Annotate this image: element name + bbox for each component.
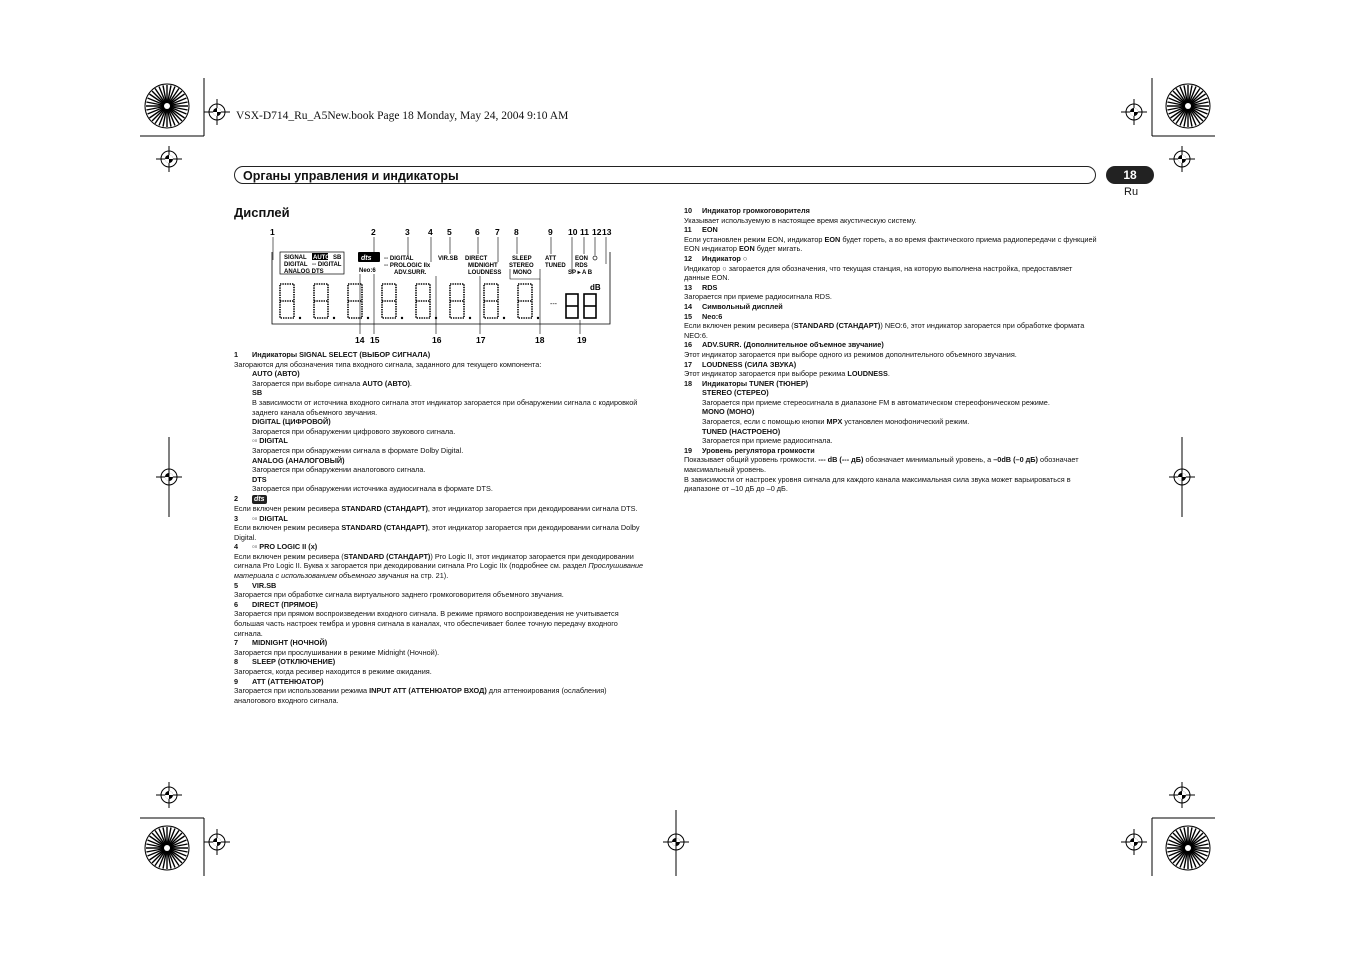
- body-text: обозначает минимальный уровень, а: [863, 455, 994, 465]
- item-title-text: VIR.SB: [252, 580, 277, 590]
- tuned-label: TUNED: [545, 263, 566, 269]
- item-title: [684, 254, 1098, 264]
- midnight-label: MIDNIGHT: [468, 263, 498, 269]
- character-cell: [416, 284, 430, 318]
- item-title-text: LOUDNESS (СИЛА ЗВУКА): [702, 359, 797, 369]
- item-number: 10: [684, 206, 693, 215]
- dolby-icon: ▫▫: [252, 542, 260, 552]
- body-text: Загорается при обнаружении источника аудиосигнала в формате DTS.: [252, 484, 493, 494]
- body-text: Если включен режим ресивера (: [234, 551, 344, 561]
- item-number: 6: [234, 599, 239, 609]
- body-text: .: [409, 378, 412, 388]
- body-text: Показывает общий уровень громкости.: [684, 455, 819, 465]
- body-text: Загорается при приеме стереосигнала в диапазоне FM в автоматическом стереофоническом режиме.: [702, 397, 1050, 407]
- item-body: [234, 667, 646, 677]
- item-body: [234, 590, 646, 600]
- item-title-text: Индикатор громкоговорителя: [702, 206, 810, 215]
- item-title: [234, 542, 646, 552]
- item-number: 12: [684, 253, 693, 263]
- dd-digital2-label: ▫▫ DIGITAL: [384, 256, 414, 262]
- body-text: В зависимости от источника входного сигнала этот индикатор загорается при обнаружении сигнала с кодировкой заднего канала объемного звучания.: [252, 397, 638, 417]
- body-bold: STANDARD (СТАНДАРТ): [343, 551, 431, 561]
- callout-bottom: 18: [535, 335, 545, 345]
- signal-label: SIGNAL: [284, 255, 307, 261]
- body-text: Загорается, если с помощью кнопки: [702, 417, 827, 427]
- item-number: 2: [234, 493, 239, 503]
- body-text: Если включен режим ресивера: [234, 523, 342, 533]
- subitem-body: [234, 446, 646, 456]
- subitem-title-text: STEREO (СТЕРЕО): [702, 388, 769, 398]
- auto-label: AUTO: [313, 255, 330, 261]
- item-title-text: Neo:6: [702, 311, 723, 321]
- item-body: [234, 686, 646, 705]
- att-label: ATT: [545, 256, 557, 262]
- item-body: [234, 504, 646, 514]
- callout-top: 13: [602, 227, 612, 237]
- body-text: , этот индикатор загорается при декодировании сигнала Dolby Digital.: [234, 523, 640, 542]
- body-text: Загорается при прямом воспроизведении входного сигнала. В режиме прямого воспроизведения не учитывается большая часть настроек тембра и уровня сигнала в каналах, что обеспечивает более точную передачу входного сигнала.: [234, 609, 619, 638]
- item-title: [234, 600, 646, 610]
- item-title: [684, 225, 1098, 235]
- vir-sb-label: VIR.SB: [438, 256, 459, 262]
- item-number: 7: [234, 638, 239, 648]
- body-text: будет мигать.: [754, 244, 803, 254]
- item-number: 8: [234, 657, 239, 667]
- body-text: Этот индикатор загорается при выборе режима: [684, 369, 848, 379]
- subitem-title: [234, 417, 646, 427]
- character-cell: [314, 284, 328, 318]
- character-cell: [518, 284, 532, 318]
- item-number: 17: [684, 359, 693, 369]
- analog-dts-label: ANALOG DTS: [284, 269, 324, 275]
- sb-label: SB: [333, 255, 342, 261]
- character-cell: [382, 284, 396, 318]
- subitem-title: [234, 456, 646, 466]
- item-body: [684, 264, 1098, 283]
- body-text: , этот индикатор загорается при декодировании сигнала DTS.: [427, 503, 638, 513]
- db-label: dB: [590, 283, 601, 292]
- item-number: 4: [234, 542, 239, 552]
- item-body: [684, 369, 1098, 379]
- page-heading: Дисплей: [234, 205, 290, 220]
- dts-logo: dts: [361, 255, 372, 262]
- item-title-text: Символьный дисплей: [702, 301, 783, 311]
- mono-label: MONO: [513, 270, 532, 276]
- body-text: на стр. 21).: [408, 571, 449, 581]
- callout-top: 9: [548, 227, 553, 237]
- body-text: В зависимости от настроек уровня сигнала для каждого канала максимальная сила звука может варьироваться в диапазоне от –10 дБ до –0 дБ.: [684, 474, 1071, 494]
- callout-top: 8: [514, 227, 519, 237]
- subitem-title-text: DTS: [252, 474, 267, 484]
- item-title-text: ATT (АТТЕНЮАТОР): [252, 676, 324, 686]
- callout-top: 10: [568, 227, 578, 237]
- item-body: [684, 292, 1098, 302]
- body-text: Загорается при выборе сигнала: [252, 378, 363, 388]
- item-title: [684, 360, 1098, 370]
- item-title: [684, 379, 1098, 389]
- loudness-label: LOUDNESS: [468, 270, 502, 276]
- item-body: [684, 321, 1098, 340]
- item-number: 15: [684, 311, 693, 321]
- item-number: 3: [234, 513, 239, 523]
- callout-top: 1: [270, 227, 275, 237]
- eon-circle-icon: [593, 256, 597, 260]
- callout-bottom: 16: [432, 335, 442, 345]
- callout-top: 12: [592, 227, 602, 237]
- item-title: [234, 494, 646, 504]
- dolby-icon: ▫▫: [252, 436, 260, 446]
- subitem-title: [684, 427, 1098, 437]
- body-text: Загорается, когда ресивер находится в режиме ожидания.: [234, 667, 432, 676]
- body-bold: STANDARD (СТАНДАРТ): [341, 503, 428, 513]
- page-number: 18: [1106, 166, 1154, 184]
- body-bold: INPUT ATT (АТТЕНЮАТОР ВХОД): [369, 686, 487, 696]
- subitem-title-text: SB: [252, 388, 263, 398]
- item-title-text: DIRECT (ПРЯМОЕ): [252, 599, 318, 609]
- dts-logo: dts: [254, 495, 265, 503]
- callout-bottom: 19: [577, 335, 587, 345]
- item-title: [234, 657, 646, 667]
- body-text: Загорается при обнаружении сигнала в формате Dolby Digital.: [252, 445, 464, 455]
- item-title: [234, 514, 646, 524]
- subitem-title-text: ANALOG (АНАЛОГОВЫЙ): [252, 455, 345, 465]
- item-body: [684, 455, 1098, 474]
- item-number: 9: [234, 676, 239, 686]
- body-text: Загорается при обработке сигнала виртуального заднего громкоговорителя объемного звучания.: [234, 590, 564, 600]
- subitem-body: [234, 398, 646, 417]
- item-title-text: RDS: [702, 282, 718, 292]
- body-text: будет гореть, а во время фактического приема радиопередачи с функцией EON индикатор: [684, 234, 1097, 254]
- item-number: 18: [684, 378, 693, 388]
- body-text: Если включен режим ресивера: [234, 503, 342, 513]
- item-title-text: ADV.SURR. (Дополнительное объемное звучание): [702, 340, 884, 350]
- item-title-text: Индикаторы TUNER (ТЮНЕР): [702, 378, 809, 388]
- dolby-icon: ▫▫: [252, 513, 260, 523]
- item-body: [234, 648, 646, 658]
- item-title-text: MIDNIGHT (НОЧНОЙ): [252, 638, 328, 648]
- item-title: [234, 677, 646, 687]
- callout-bottom: 17: [476, 335, 486, 345]
- callout-top: 4: [428, 227, 433, 237]
- subitem-body: [684, 398, 1098, 408]
- body-bold: EON: [738, 244, 755, 254]
- sleep-label: SLEEP: [512, 256, 532, 262]
- subitem-body: [234, 379, 646, 389]
- callout-top: 2: [371, 227, 376, 237]
- subitem-title-text: DIGITAL (ЦИФРОВОЙ): [252, 417, 331, 427]
- body-bold: AUTO (АВТО): [362, 378, 410, 388]
- body-text: установлен монофонический режим.: [842, 417, 970, 427]
- item-body: [234, 360, 646, 370]
- display-diagram: [260, 224, 620, 348]
- page-language: Ru: [1124, 186, 1139, 198]
- item-number: 11: [684, 225, 692, 235]
- body-bold: --- dB (--- дБ): [818, 455, 864, 465]
- callout-top: 6: [475, 227, 480, 237]
- item-title: [684, 312, 1098, 322]
- subitem-title: [234, 388, 646, 398]
- item-body: [234, 523, 646, 542]
- body-text: Загораются для обозначения типа входного сигнала, заданного для текущего компонента:: [234, 359, 542, 369]
- body-bold: –0dB (–0 дБ): [993, 455, 1038, 465]
- item-title: [234, 350, 646, 360]
- item-title: [684, 206, 1098, 216]
- section-title: Органы управления и индикаторы: [234, 166, 1096, 184]
- item-body: [234, 609, 646, 638]
- stereo-label: STEREO: [509, 263, 534, 269]
- character-cell: [280, 284, 294, 318]
- item-body: [684, 216, 1098, 226]
- body-bold: STANDARD (СТАНДАРТ): [793, 321, 881, 331]
- item-title: [684, 446, 1098, 456]
- subitem-title-text: AUTO (АВТО): [252, 369, 300, 379]
- rds-label: RDS: [575, 263, 588, 269]
- body-bold: STANDARD (СТАНДАРТ): [341, 523, 428, 533]
- item-title: [234, 581, 646, 591]
- body-text: Индикатор ○ загорается для обозначения, что текущая станция, на которую выполнена настройка, предоставляет данные EON.: [684, 263, 1073, 283]
- item-title-text: PRO LOGIC II (x): [259, 542, 318, 552]
- sp-ab-label: SP ▸ A B: [568, 270, 593, 276]
- dd-prologic-label: ▫▫ PROLOGIC IIx: [384, 263, 431, 269]
- body-text: Загорается при обнаружении аналогового сигнала.: [252, 465, 426, 475]
- character-cell: [450, 284, 464, 318]
- body-text: Указывает используемую в настоящее время акустическую систему.: [684, 215, 917, 225]
- item-title: [234, 638, 646, 648]
- body-text: Загорается при обнаружении цифрового звукового сигнала.: [252, 426, 456, 436]
- item-body: [234, 552, 646, 581]
- item-body: [684, 475, 1098, 494]
- body-text: Загорается при приеме радиосигнала RDS.: [684, 292, 832, 302]
- left-column: [234, 350, 646, 705]
- callout-top: 3: [405, 227, 410, 237]
- item-title: [684, 283, 1098, 293]
- body-text: для аттенюирования (ослабления) аналогового входного сигнала.: [234, 686, 607, 705]
- body-text: ) NEO:6, этот индикатор загорается при обработке формата NEO:6.: [684, 321, 1085, 340]
- digital-label: DIGITAL: [284, 262, 308, 268]
- item-title-text: Индикаторы SIGNAL SELECT (ВЫБОР СИГНАЛА): [252, 350, 431, 359]
- subitem-title: [234, 436, 646, 446]
- eon-label: EON: [575, 256, 589, 262]
- item-title-text: Индикатор ○: [702, 253, 748, 263]
- body-text: Если установлен режим EON, индикатор: [684, 234, 825, 244]
- subitem-body: [684, 417, 1098, 427]
- callout-top: 11: [580, 227, 589, 237]
- item-number: 13: [684, 282, 693, 292]
- subitem-title: [684, 388, 1098, 398]
- direct-label: DIRECT: [465, 256, 488, 262]
- body-bold: EON: [824, 234, 841, 244]
- subitem-body: [234, 427, 646, 437]
- subitem-title: [684, 407, 1098, 417]
- item-number: 14: [684, 301, 693, 311]
- item-title-text: Уровень регулятора громкости: [702, 445, 815, 455]
- item-number: 1: [234, 350, 239, 359]
- body-text: Загорается при прослушивании в режиме Midnight (Ночной).: [234, 647, 440, 657]
- file-info: VSX-D714_Ru_A5New.book Page 18 Monday, May 24, 2004 9:10 AM: [236, 110, 569, 122]
- character-cell: [484, 284, 498, 318]
- item-number: 19: [684, 445, 693, 455]
- body-text: Если включен режим ресивера (: [684, 321, 794, 331]
- body-bold: LOUDNESS: [847, 369, 888, 379]
- subitem-body: [684, 436, 1098, 446]
- item-title-text: EON: [702, 225, 718, 235]
- right-column: [684, 206, 1098, 494]
- item-number: 16: [684, 340, 693, 350]
- body-text: обозначает максимальный уровень.: [684, 455, 1079, 475]
- body-bold: MPX: [826, 417, 843, 427]
- item-title: [684, 302, 1098, 312]
- subitem-title: [234, 369, 646, 379]
- subitem-title-text: MONO (МОНО): [702, 407, 755, 417]
- callout-bottom: 15: [370, 335, 380, 345]
- item-body: [684, 235, 1098, 254]
- item-title: [684, 340, 1098, 350]
- item-title-text: SLEEP (ОТКЛЮЧЕНИЕ): [252, 657, 336, 667]
- body-text: .: [887, 369, 890, 379]
- callout-top: 7: [495, 227, 500, 237]
- dd-digital-label: ▫▫ DIGITAL: [312, 262, 342, 268]
- body-text: ) Pro Logic II, этот индикатор загорается при декодировании сигнала Pro Logic II. Буква x загорается при декодировании сигнала Pro Logic IIx (подробнее см. раздел: [234, 551, 634, 571]
- subitem-title-text: TUNED (НАСТРОЕНО): [702, 426, 781, 436]
- adv-surr-label: ADV.SURR.: [394, 270, 427, 276]
- subitem-title-text: DIGITAL: [259, 436, 288, 446]
- subitem-title: [234, 475, 646, 485]
- subitem-body: [234, 465, 646, 475]
- item-title-text: DIGITAL: [259, 513, 288, 523]
- volume-dash: ---: [550, 301, 557, 308]
- body-text: Загорается при приеме радиосигнала.: [702, 436, 833, 446]
- callout-top: 5: [447, 227, 452, 237]
- subitem-body: [234, 484, 646, 494]
- neo6-label: Neo:6: [359, 268, 376, 274]
- body-text: Этот индикатор загорается при выборе одного из режимов дополнительного объемного звучания.: [684, 349, 1017, 359]
- item-body: [684, 350, 1098, 360]
- callout-bottom: 14: [355, 335, 365, 345]
- body-text: Загорается при использовании режима: [234, 686, 370, 696]
- body-italic: Прослушивание материала с использованием объемного звучания: [234, 561, 644, 581]
- item-number: 5: [234, 580, 239, 590]
